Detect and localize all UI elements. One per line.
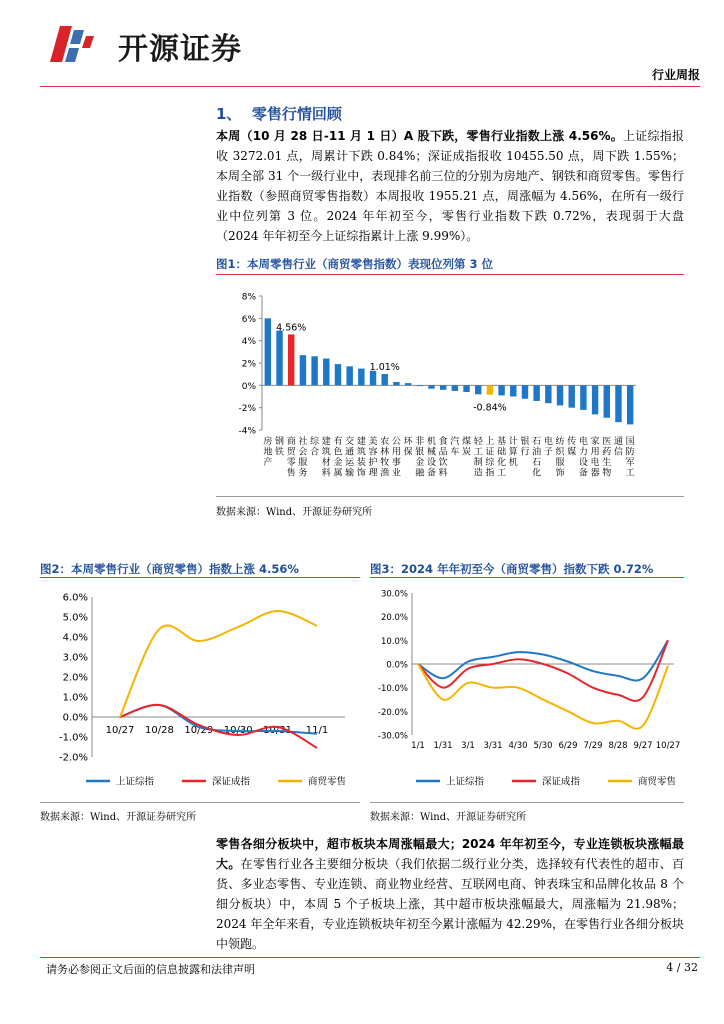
x-category-label: 护 xyxy=(368,458,378,468)
x-category-label: 石 xyxy=(532,458,542,468)
y-tick-label: 2% xyxy=(241,359,256,370)
x-category-label: 服 xyxy=(555,458,565,468)
x-tick-label: 8/28 xyxy=(608,741,628,751)
x-category-label: 材 xyxy=(321,458,331,468)
x-category-label: 机 xyxy=(426,437,436,447)
bar xyxy=(615,385,621,422)
x-category-label: 国 xyxy=(625,437,635,447)
bar xyxy=(592,385,598,414)
bar xyxy=(346,366,352,385)
x-category-label: 筑 xyxy=(356,447,366,458)
y-tick-label: -4% xyxy=(238,426,256,437)
x-category-label: 行 xyxy=(520,447,530,458)
y-tick-label: 30.0% xyxy=(380,589,408,600)
fig1-title: 图1：本周零售行业（商贸零售指数）表现位列第 3 位 xyxy=(216,257,494,271)
y-tick-label: -10.0% xyxy=(377,684,408,695)
x-category-label: 品 xyxy=(438,447,448,458)
x-category-label: 色 xyxy=(333,447,343,458)
x-category-label: 化 xyxy=(497,458,507,468)
x-tick-label: 10/31 xyxy=(263,725,293,736)
x-category-label: 物 xyxy=(602,468,612,479)
y-tick-label: 0.0% xyxy=(62,712,88,724)
y-tick-label: -30.0% xyxy=(377,731,408,742)
x-category-label: 汽 xyxy=(450,437,460,447)
x-category-label: 食 xyxy=(438,437,448,447)
x-category-label: 煤 xyxy=(462,437,472,447)
x-tick-label: 4/30 xyxy=(508,741,528,751)
x-category-label: 银 xyxy=(520,437,530,447)
bar xyxy=(569,385,575,407)
x-category-label: 贸 xyxy=(286,447,296,458)
fig2-source: 数据来源：Wind、开源证券研究所 xyxy=(40,812,197,823)
y-tick-label: -1.0% xyxy=(58,732,88,744)
x-category-label: 车 xyxy=(450,447,460,458)
company-name: 开源证券 xyxy=(118,32,242,67)
x-category-label: 通 xyxy=(613,437,623,447)
x-category-label: 基 xyxy=(497,437,507,447)
y-tick-label: 0.0% xyxy=(386,660,408,671)
legend-label: 上证综指 xyxy=(446,776,485,788)
x-category-label: 交 xyxy=(345,437,355,447)
header-rule xyxy=(40,86,700,87)
x-category-label: 综 xyxy=(485,458,495,468)
fig2-title: 图2：本周零售行业（商贸零售）指数上涨 4.56% xyxy=(40,562,299,576)
x-category-label: 油 xyxy=(532,447,542,458)
x-category-label: 环 xyxy=(403,437,413,447)
legend-label: 上证综指 xyxy=(116,776,155,788)
x-category-label: 建 xyxy=(321,437,331,447)
legend-label: 深证成指 xyxy=(542,776,581,788)
x-tick-label: 9/27 xyxy=(633,741,653,751)
fig1-bottom-rule xyxy=(216,496,684,497)
bar xyxy=(580,385,586,410)
series-line xyxy=(120,611,317,717)
bar xyxy=(498,385,504,395)
bar xyxy=(358,369,364,386)
bar xyxy=(393,382,399,385)
y-tick-label: -2.0% xyxy=(58,752,88,764)
x-category-label: 会 xyxy=(298,447,308,458)
bar xyxy=(627,385,633,424)
x-category-label: 建 xyxy=(356,437,366,447)
x-category-label: 金 xyxy=(333,458,343,468)
x-category-label: 饰 xyxy=(555,468,565,479)
x-category-label: 设 xyxy=(426,458,436,468)
y-tick-label: 6.0% xyxy=(62,592,88,604)
x-category-label: 石 xyxy=(532,437,542,447)
x-category-label: 通 xyxy=(345,447,355,458)
bar xyxy=(510,385,516,396)
x-category-label: 纺 xyxy=(555,437,565,447)
fig3-bottom-rule xyxy=(370,802,684,803)
x-category-label: 防 xyxy=(625,447,635,458)
x-category-label: 媒 xyxy=(567,447,577,458)
x-category-label: 社 xyxy=(298,437,308,447)
x-category-label: 电 xyxy=(543,437,553,447)
x-category-label: 备 xyxy=(426,468,436,479)
x-tick-label: 6/29 xyxy=(558,741,578,751)
legend-label: 商贸零售 xyxy=(308,776,347,788)
x-category-label: 制 xyxy=(473,458,483,468)
paragraph-1 xyxy=(216,126,684,246)
bar xyxy=(463,385,469,392)
x-category-label: 工 xyxy=(473,447,483,458)
x-category-label: 牧 xyxy=(380,458,390,468)
paragraph-1-lead: 本周（10 月 28 日-11 月 1 日）A 股下跌，零售行业指数上涨 4.56%。 xyxy=(216,129,624,143)
y-tick-label: 20.0% xyxy=(380,613,408,624)
x-category-label: 用 xyxy=(590,447,600,458)
x-tick-label: 1/31 xyxy=(433,741,453,751)
x-category-label: 算 xyxy=(508,447,518,458)
x-category-label: 备 xyxy=(578,468,588,479)
logo-mark-icon xyxy=(50,22,106,66)
x-category-label: 融 xyxy=(415,468,425,479)
x-category-label: 产 xyxy=(263,458,273,468)
x-category-label: 保 xyxy=(403,447,413,458)
y-tick-label: 1.0% xyxy=(62,692,88,704)
x-category-label: 容 xyxy=(368,447,378,458)
section-title-text: 零售行情回顾 xyxy=(251,105,342,123)
y-tick-label: 5.0% xyxy=(62,612,88,624)
x-category-label: 医 xyxy=(602,437,612,447)
x-category-label: 计 xyxy=(508,437,518,447)
x-category-label: 金 xyxy=(415,458,425,468)
paragraph-1-body: 上证综指报收 3272.01 点，周累计下跌 0.84%；深证成指报收 10455.50 点，周下跌 1.55%；本周全部 31 个一级行业中，表现排名前三位的分别为房地产、钢铁和商贸零售。零售行业指数（参照商贸零售指数）本周报收 1955.21 点，周涨幅为 4.56%，在所有一级行业中位列第 3 位。2024 年年初至今，零售行业指数下跌 0.72%，表现弱于大盘（2024 年年初至今上证综指累计上涨 9.99%）。 xyxy=(216,129,684,243)
x-category-label: 军 xyxy=(625,458,635,468)
footer-rule xyxy=(40,957,700,958)
x-category-label: 饮 xyxy=(438,458,448,468)
x-category-label: 钢 xyxy=(275,437,285,447)
fig2-title-rule xyxy=(40,577,360,578)
x-category-label: 农 xyxy=(380,437,390,447)
bar xyxy=(276,331,282,386)
x-tick-label: 10/29 xyxy=(184,725,214,736)
x-category-label: 信 xyxy=(613,447,623,458)
x-category-label: 炭 xyxy=(462,447,472,458)
y-tick-label: -20.0% xyxy=(377,707,408,718)
bar xyxy=(452,385,458,391)
x-category-label: 料 xyxy=(438,468,448,479)
x-category-label: 生 xyxy=(602,458,612,468)
y-tick-label: 4% xyxy=(241,337,256,348)
x-category-label: 房 xyxy=(263,437,273,447)
x-category-label: 证 xyxy=(485,447,495,458)
bar xyxy=(475,385,481,394)
x-category-label: 银 xyxy=(415,447,425,458)
x-category-label: 运 xyxy=(345,458,355,468)
x-tick-label: 3/31 xyxy=(483,741,503,751)
x-tick-label: 1/1 xyxy=(411,741,425,751)
y-tick-label: 10.0% xyxy=(380,636,408,647)
legend-label: 深证成指 xyxy=(212,776,251,788)
x-category-label: 零 xyxy=(286,458,296,468)
x-tick-label: 10/27 xyxy=(655,741,681,751)
bar xyxy=(311,356,317,385)
x-category-label: 地 xyxy=(263,447,273,458)
x-tick-label: 3/1 xyxy=(461,741,475,751)
fig1-bar-chart xyxy=(216,288,686,493)
x-category-label: 造 xyxy=(473,468,483,479)
x-category-label: 事 xyxy=(391,458,401,468)
y-tick-label: 8% xyxy=(241,292,256,303)
bar xyxy=(405,383,411,385)
x-category-label: 工 xyxy=(625,468,635,479)
bar xyxy=(300,355,306,385)
x-category-label: 公 xyxy=(391,437,401,447)
x-category-label: 轻 xyxy=(473,437,483,447)
x-category-label: 药 xyxy=(602,447,612,458)
x-category-label: 属 xyxy=(333,468,343,479)
x-category-label: 器 xyxy=(590,468,600,479)
x-category-label: 电 xyxy=(578,437,588,447)
bar xyxy=(335,364,341,385)
x-category-label: 础 xyxy=(497,447,507,458)
fig2-bottom-rule xyxy=(40,802,360,803)
logo xyxy=(50,22,290,66)
bar xyxy=(382,374,388,385)
fig3-source: 数据来源：Wind、开源证券研究所 xyxy=(370,812,527,823)
data-label: 1.01% xyxy=(369,362,400,374)
x-category-label: 业 xyxy=(391,468,401,479)
y-tick-label: 2.0% xyxy=(62,672,88,684)
bar xyxy=(557,385,563,405)
bar xyxy=(487,385,493,394)
x-category-label: 指 xyxy=(485,468,495,479)
data-label: 4.56% xyxy=(276,322,307,334)
x-category-label: 装 xyxy=(356,458,366,468)
x-tick-label: 7/29 xyxy=(583,741,603,751)
y-tick-label: 3.0% xyxy=(62,652,88,664)
x-category-label: 工 xyxy=(497,468,507,479)
x-tick-label: 10/30 xyxy=(223,725,253,736)
y-tick-label: 6% xyxy=(241,314,256,325)
footer-disclaimer: 请务必参阅正文后面的信息披露和法律声明 xyxy=(46,963,255,976)
x-category-label: 铁 xyxy=(275,447,285,458)
x-category-label: 织 xyxy=(555,447,565,458)
x-category-label: 非 xyxy=(415,437,425,447)
x-category-label: 料 xyxy=(321,468,331,479)
x-category-label: 售 xyxy=(286,468,296,479)
paragraph-2 xyxy=(216,834,684,954)
x-category-label: 美 xyxy=(368,437,378,447)
x-tick-label: 10/27 xyxy=(105,725,135,736)
x-category-label: 械 xyxy=(426,447,436,458)
bar xyxy=(417,385,423,386)
fig3-line-chart xyxy=(370,585,684,795)
section-number: 1、 xyxy=(216,105,242,123)
bar xyxy=(545,385,551,403)
page-number: 4 / 32 xyxy=(666,961,698,974)
x-tick-label: 5/30 xyxy=(533,741,553,751)
y-tick-label: 4.0% xyxy=(62,632,88,644)
x-tick-label: 11/1 xyxy=(305,725,329,736)
x-category-label: 用 xyxy=(391,447,401,458)
x-category-label: 机 xyxy=(508,458,518,468)
x-category-label: 筑 xyxy=(321,447,331,458)
bar xyxy=(288,334,294,385)
fig1-title-rule xyxy=(216,274,684,275)
fig3-title: 图3：2024 年年初至今（商贸零售）指数下跌 0.72% xyxy=(370,562,654,576)
bar xyxy=(265,318,271,385)
x-category-label: 传 xyxy=(567,437,577,447)
y-tick-label: 0% xyxy=(241,381,256,392)
bar xyxy=(440,385,446,389)
doc-type: 行业周报 xyxy=(651,68,700,82)
x-category-label: 务 xyxy=(298,468,308,479)
fig3-title-rule xyxy=(370,577,684,578)
x-category-label: 商 xyxy=(286,437,296,447)
series-line xyxy=(418,640,668,680)
y-tick-label: -2% xyxy=(238,404,256,415)
x-category-label: 子 xyxy=(543,447,553,458)
x-category-label: 有 xyxy=(333,437,343,447)
x-category-label: 综 xyxy=(310,437,320,447)
x-category-label: 输 xyxy=(345,468,355,479)
x-category-label: 家 xyxy=(590,437,600,447)
x-category-label: 化 xyxy=(532,468,542,479)
bar xyxy=(604,385,610,417)
x-category-label: 上 xyxy=(485,437,495,447)
legend-label: 商贸零售 xyxy=(638,776,677,788)
x-category-label: 设 xyxy=(578,458,588,468)
fig1-source: 数据来源：Wind、开源证券研究所 xyxy=(216,507,373,518)
x-category-label: 力 xyxy=(578,447,588,458)
series-line xyxy=(418,664,668,729)
x-category-label: 渔 xyxy=(380,468,390,479)
bar xyxy=(522,385,528,398)
x-category-label: 林 xyxy=(380,447,390,458)
fig2-line-chart xyxy=(40,585,362,795)
x-category-label: 电 xyxy=(590,458,600,468)
data-label: -0.84% xyxy=(473,402,507,414)
bar xyxy=(428,385,434,388)
x-category-label: 饰 xyxy=(356,468,366,479)
x-category-label: 合 xyxy=(310,447,320,458)
paragraph-2-body: 在零售行业各主要细分板块（我们依据二级行业分类，选择较有代表性的超市、百货、多业态零售、专业连锁、商业物业经营、互联网电商、钟表珠宝和品牌化妆品 8 个细分板块）中，本周 5 个子板块上涨，其中超市板块涨幅最大，周涨幅为 21.98%；2024 年全年来看，专业连锁板块年初至今累计涨幅为 42.29%，在零售行业各细分板块中领跑。 xyxy=(216,857,684,951)
x-category-label: 服 xyxy=(298,458,308,468)
paragraph-2-lead: 零售各细分板块中，超市板块本周涨幅最大；2024 年年初至今，专业连锁板块涨幅最大。 xyxy=(216,837,684,871)
bar xyxy=(323,359,329,386)
bar xyxy=(533,385,539,401)
section-title xyxy=(216,103,342,124)
x-tick-label: 10/28 xyxy=(144,725,174,736)
x-category-label: 理 xyxy=(368,468,378,479)
